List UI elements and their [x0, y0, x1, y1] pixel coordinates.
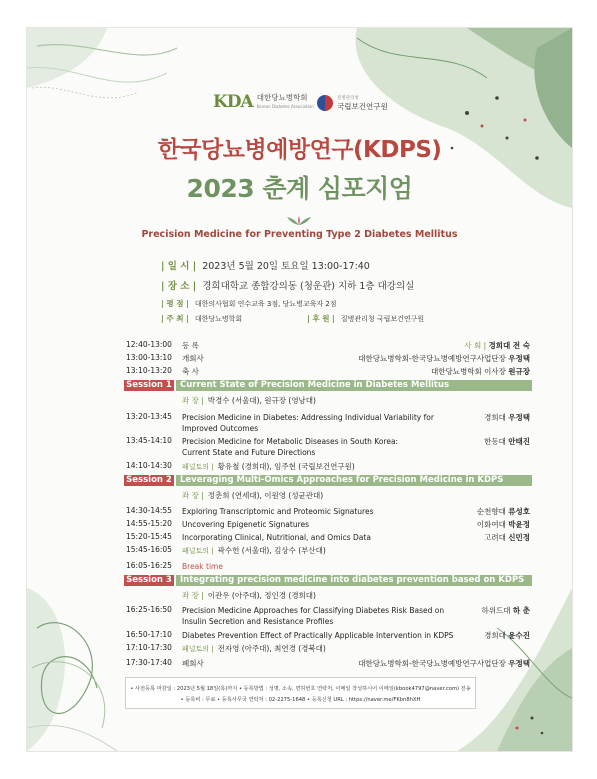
leaf-ornament-icon [283, 216, 315, 226]
info-credit: | 평 점 | 대한의사협회 연수교육 3점, 당뇨병교육자 2점 [161, 299, 337, 308]
session-1-header: Session 1 Current State of Precision Medicine in Diabetes Mellitus [124, 380, 532, 391]
kdca-emblem-icon [317, 95, 333, 111]
session-3-chair: 좌 장 | 이관우 (아주대), 정인경 (경희대) [182, 591, 316, 600]
info-place: | 장 소 | 경희대학교 종합강의동 (청운관) 지하 1층 대강의실 [161, 281, 415, 292]
info-host: | 주 최 | 대한당뇨병학회 [161, 314, 243, 323]
kda-logo [213, 92, 314, 112]
kdca-logo-top: 질병관리청 [337, 96, 359, 101]
session-3-header: Session 3 Integrating precision medicine into diabetes prevention based on KDPS [124, 575, 532, 586]
kda-logo-en: Korean Diabetes Association [256, 104, 314, 109]
registration-info-box [125, 677, 476, 709]
registration-line-1: • 사전등록 마감일 : 2023년 5월 18일(목)까지 • 등록방법 : 성명, 소속, 면허번호 연락처, 이메일 작성하시어 이메일(kbook4797@naver.com) 전송 [130, 686, 471, 692]
info-date: | 일 시 | 2023년 5월 20일 토요일 13:00-17:40 [161, 261, 370, 272]
poster-title: 한국당뇨병예방연구(KDPS) [157, 137, 442, 163]
kda-logo-name: 대한당뇨병학회 [256, 93, 308, 102]
registration-line-2: • 등록비 : 무료 • 등록사무국 연락처 : 02-2275-1648 • 등록신청 URL : https://naver.me/FKbn8hXH [180, 697, 421, 703]
session-1-chair: 좌 장 | 박경수 (서울대), 원규장 (영남대) [182, 396, 316, 405]
event-subtitle: Precision Medicine for Preventing Type 2 Diabetes Mellitus [141, 229, 458, 240]
kda-logo-mark: KDA [213, 92, 253, 112]
session-2-header: Session 2 Leveraging Multi-Omics Approaches for Precision Medicine in KDPS [124, 475, 532, 486]
info-sponsor: | 후 원 | 질병관리청 국립보건연구원 [307, 314, 425, 323]
kdca-logo-name: 국립보건연구원 [337, 102, 388, 111]
session-2-chair: 좌 장 | 정춘희 (연세대), 이원영 (성균관대) [182, 491, 324, 500]
kdca-logo [317, 95, 388, 111]
event-title: 2023 춘계 심포지엄 [186, 174, 413, 203]
poster: KDA 대한당뇨병학회 Korean Diabetes Association 질병관리청 국립보건연구원 한국당뇨병예방연구(KDPS) 2023 춘계 심포지엄 Precision Medicine for Preventing Type 2 Diabetes Mellitus | 일 시 | 2023년 5월 20일 토요일 13:00-17:40 | 장 소 | 경희대학교 종합강의동 (청운관) 지하 1층 대강의실 | 평 점 | 대한의사협회 연수교육 3점, 당뇨병교육자 2점 | 주 최 | 대한당뇨병학회 | 후 원 | 질병관리청 국립보건연구원 12:40-13:00 등 록 사 회 | 경희대 전 숙 13:00-13:10 개회사 대한당뇨병학회-한국당뇨병예방연구사업단장 우정택 13:10-13:20 축 사 대한당뇨병학회 이사장 원규장 Session 1 Current State of Precision Medicine in Diabetes Mellitus 좌 장 | 박경수 (서울대), 원규장 (영남대) 13:20-13:45 Precision Medicine in Diabetes: Addressing Individual Variability for Improved Outcomes 경희대 우정택 13:45-14:10 Precision Medicine for Metabolic Diseases in South Korea: Current State and Future Directions 한동대 안태진 14:10-14:30 패널토의 | 황유철 (경희대), 임주현 (국립보건연구원) Session 2 Leveraging Multi-Omics Approaches for Precision Medicine in KDPS 좌 장 | 정춘희 (연세대), 이원영 (성균관대) 14:30-14:55 Exploring Transcriptomic and Proteomic Signatures 순천향대 류성호 14:55-15:20 Uncovering Epigenetic Signatures 이화여대 박윤정 15:20-15:45 Incorporating Clinical, Nutritional, and Omics Data 고려대 신민정 15:45-16:05 패널토의 | 곽수헌 (서울대), 김상수 (부산대) 16:05-16:25 Break time Session 3 Integrating precision medicine into diabetes prevention based on KDPS 좌 장 | 이관우 (아주대), 정인경 (경희대) 16:25-16:50 Precision Medicine Approaches for Classifying Diabetes Risk Based on Insulin Secretion and Resistance Profiles 하위드대 하 춘 16:50-17:10 Diabetes Prevention Effect of Practically Applicable Intervention in KDPS 경희대 윤수진 17:10-17:30 패널토의 | 전자영 (아주대), 최연경 (경북대) 17:30-17:40 폐회사 대한당뇨병학회-한국당뇨병예방연구사업단장 우정택 • 사전등록 마감일 : 2023년 5월 18일(목)까지 • 등록방법 : 성명, 소속, 면허번호 연락처, 이메일 작성하시어 이메일(kbook4797@naver.com) 전송 • 등록비 : 무료 • 등록사무국 연락처 : 02-2275-1648 • 등록신청 URL : https://naver.me/FKbn8hXH [26, 27, 573, 752]
